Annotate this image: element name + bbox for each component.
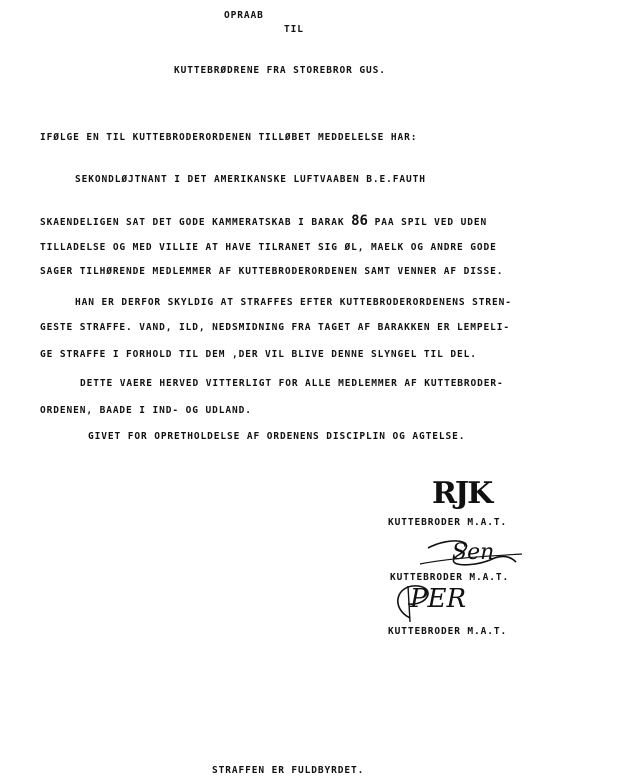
- signature-3-title: KUTTEBRODER M.A.T.: [388, 626, 508, 637]
- footer-note: STRAFFEN ER FULDBYRDET.: [212, 765, 365, 776]
- signature-rjk: RJK: [432, 476, 492, 511]
- paragraph-3-line-2: ORDENEN, BAADE I IND- OG UDLAND.: [40, 405, 252, 416]
- header-addressee: KUTTEBRØDRENE FRA STOREBROR GUS.: [174, 65, 386, 76]
- paragraph-3-line-1: DETTE VAERE HERVED VITTERLIGT FOR ALLE MEDLEMMER AF KUTTEBRODER-: [80, 378, 504, 389]
- paragraph-2-line-1: HAN ER DERFOR SKYLDIG AT STRAFFES EFTER KUTTEBRODERORDENENS STREN-: [75, 297, 512, 308]
- header-to: TIL: [284, 24, 304, 35]
- paragraph-1-line-2: TILLADELSE OG MED VILLIE AT HAVE TILRANET SIG ØL, MAELK OG ANDRE GODE: [40, 242, 497, 253]
- signature-sen: Sen: [452, 540, 495, 565]
- paragraph-4: GIVET FOR OPRETHOLDELSE AF ORDENENS DISCIPLIN OG AGTELSE.: [88, 431, 466, 442]
- paragraph-1-line-3: SAGER TILHØRENDE MEDLEMMER AF KUTTEBRODERORDENEN SAMT VENNER AF DISSE.: [40, 266, 504, 277]
- accused-name: SEKONDLØJTNANT I DET AMERIKANSKE LUFTVAABEN B.E.FAUTH: [75, 174, 426, 185]
- signature-1-title: KUTTEBRODER M.A.T.: [388, 517, 508, 528]
- paragraph-2-line-3: GE STRAFFE I FORHOLD TIL DEM ,DER VIL BLIVE DENNE SLYNGEL TIL DEL.: [40, 349, 477, 360]
- paragraph-2-line-2: GESTE STRAFFE. VAND, ILD, NEDSMIDNING FRA TAGET AF BARAKKEN ER LEMPELI-: [40, 322, 510, 333]
- signature-per: PER: [410, 584, 467, 614]
- header-title: OPRAAB: [224, 10, 264, 21]
- paragraph-1-line-1: SKAENDELIGEN SAT DET GODE KAMMERATSKAB I BARAK 86 PAA SPIL VED UDEN: [40, 213, 488, 229]
- intro-line: IFØLGE EN TIL KUTTEBRODERORDENEN TILLØBET MEDDELELSE HAR:: [40, 132, 418, 143]
- barrack-number: 86: [351, 213, 368, 229]
- signature-2-title: KUTTEBRODER M.A.T.: [390, 572, 510, 583]
